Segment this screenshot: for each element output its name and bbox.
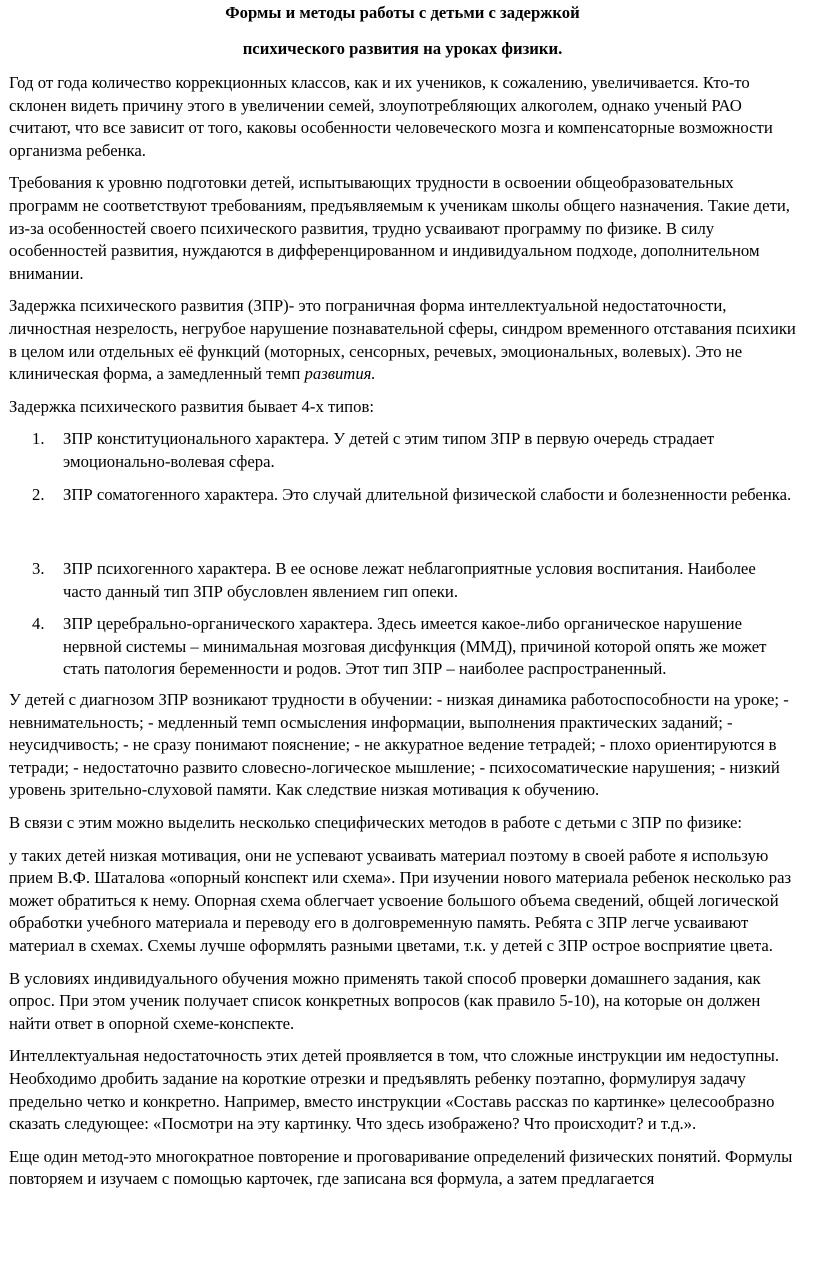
list-item-number: 2. [32, 484, 45, 504]
paragraph-learning-difficulties: У детей с диагнозом ЗПР возникают трудности в обучении: - низкая динамика работоспособности на уроке; - невнимательность; - медленный темп осмысления информации, выполнения практических заданий; - неусидчивость; - не сразу понимают пояснение; - не аккуратное ведение тетрадей; - плохо ориентируются в тетради; - недостаточно развито словесно-логическое мышление; - психосоматические нарушения; - низкий уровень зрительно-слуховой памяти. Как следствие низкая мотивация к обучению. [9, 690, 789, 800]
paragraph-instructions: Интеллектуальная недостаточность этих детей проявляется в том, что сложные инструкции им недоступны. Необходимо дробить задание на короткие отрезки и предъявлять ребенку поэтапно, формулируя задачу предельно четко и конкретно. Например, вместо инструкции «Составь рассказ по картинке» целесообразно сказать следующее: «Посмотри на эту картинку. Что здесь изображено? Что происходит? и т.д.». [9, 1046, 780, 1134]
paragraph-zpr-definition-text: Задержка психического развития (ЗПР)- это пограничная форма интеллектуальной недостаточности, личностная незрелость, негрубое нарушение познавательной сферы, синдром временного отставания психики в целом или отдельных её функций (моторных, сенсорных, речевых, эмоциональных, волевых). Это не клиническая форма, а замедленный темп [9, 296, 796, 384]
list-item [9, 613, 796, 681]
list-item-number: 1. [32, 429, 45, 449]
paragraph-support-notes: у таких детей низкая мотивация, они не успевают усваивать материал поэтому в своей работе я использую прием В.Ф. Шаталова «опорный конспект или схема». При изучении нового материала ребенок несколько раз может обратиться к нему. Опорная схема облегчает усвоение большого объема сведений, общей логической обработки учебного материала и переводу его в долговременную память. Ребята с ЗПР легче усваивают материал в схемах. Схемы лучше оформлять разными цветами, т.к. у детей с ЗПР острое восприятие цвета. [9, 845, 792, 955]
zpr-types-list [9, 428, 796, 681]
paragraph-zpr-definition [9, 295, 796, 385]
list-item-text: ЗПР церебрально-органического характера. Здесь имеется какое-либо органическое нарушение нервной системы – минимальная мозговая дисфункция (ММД), причиной которой опять же может стать патология беременности и родов. Этот тип ЗПР – наиболее распространенный. [63, 614, 767, 679]
paragraph-zpr-definition-italic: развития. [304, 364, 376, 384]
title-line-2: психического развития на уроках физики. [242, 39, 563, 58]
paragraph-homework-check: В условиях индивидуального обучения можно применять такой способ проверки домашнего задания, как опрос. При этом ученик получает список конкретных вопросов (как правило 5-10), на которые он должен найти ответ в опорной схеме-конспекте. [9, 968, 761, 1033]
paragraph-types-intro: Задержка психического развития бывает 4-х типов: [9, 396, 374, 416]
list-item-number: 4. [32, 614, 45, 634]
list-item [9, 558, 796, 603]
paragraph-methods-intro: В связи с этим можно выделить несколько специфических методов в работе с детьми с ЗПР по физике: [9, 813, 743, 833]
list-item-text: ЗПР конституционального характера. У детей с этим типом ЗПР в первую очередь страдает эмоционально-волевая сфера. [63, 429, 715, 471]
title-line-1: Формы и методы работы с детьми с задержкой [225, 3, 580, 22]
list-item-text: ЗПР психогенного характера. В ее основе лежат неблагоприятные условия воспитания. Наиболее часто данный тип ЗПР обусловлен явлением гип опеки. [63, 559, 756, 601]
paragraph-requirements: Требования к уровню подготовки детей, испытывающих трудности в освоении общеобразовательных программ не соответствуют требованиям, предъявляемым к ученикам школы общего назначения. Такие дети, из-за особенностей своего психического развития, трудно усваивают программу по физике. В силу особенностей развития, нуждаются в дифференцированном и индивидуальном подходе, дополнительном внимании. [9, 173, 790, 283]
list-item-text: ЗПР соматогенного характера. Это случай длительной физической слабости и болезненности ребенка. [63, 484, 792, 504]
list-item [9, 428, 796, 473]
paragraph-intro: Год от года количество коррекционных классов, как и их учеников, к сожалению, увеличивается. Кто-то склонен видеть причину этого в увеличении семей, злоупотребляющих алкоголем, однако ученый РАО считают, что все зависит от того, каковы особенности человеческого мозга и компенсаторные возможности организма ребенка. [9, 73, 773, 160]
list-item-number: 3. [32, 559, 45, 579]
list-item [9, 484, 796, 507]
paragraph-repetition: Еще один метод-это многократное повторение и проговаривание определений физических понятий. Формулы повторяем и изучаем с помощью карточек, где записана вся формула, а затем предлагается [9, 1146, 793, 1189]
